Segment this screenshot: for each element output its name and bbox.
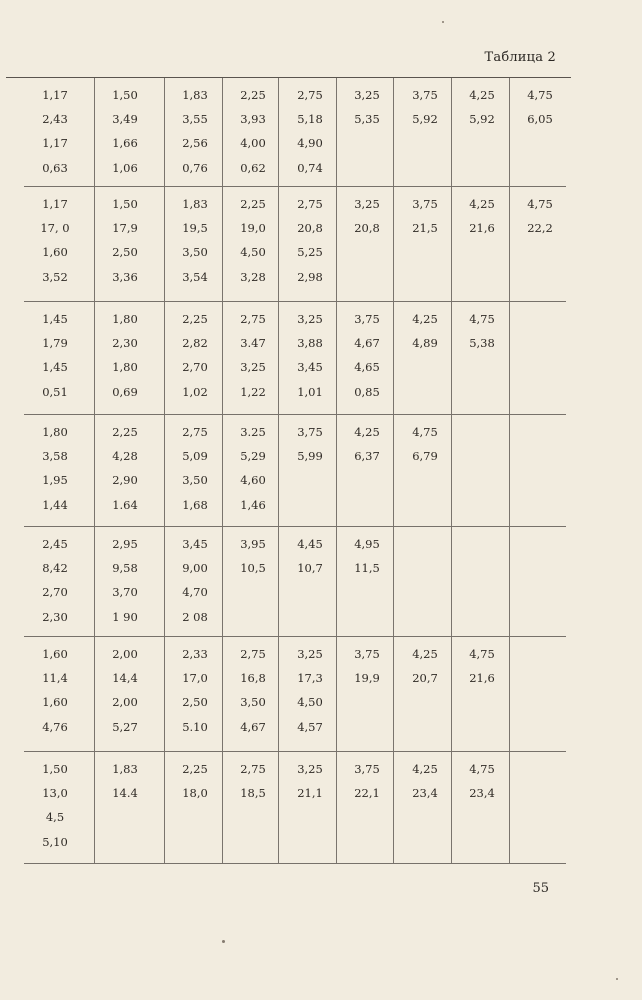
table-cell: 19,5 [182, 221, 208, 235]
table-cell: 21,6 [469, 221, 495, 235]
table-block [24, 752, 566, 864]
table-cell: 1,66 [112, 136, 138, 150]
table-block [24, 187, 566, 302]
table-cell: 2,90 [112, 473, 138, 487]
table-cell: 5.10 [182, 720, 208, 734]
table-cell: 2,75 [240, 762, 266, 776]
table-cell: 3,75 [354, 312, 380, 326]
table-cell: 14.4 [112, 786, 138, 800]
table-cell: 4,50 [297, 695, 323, 709]
table-cell: 4,25 [354, 425, 380, 439]
table-cell: 1,17 [42, 136, 68, 150]
table-cell: 5,29 [240, 449, 266, 463]
table-cell: 10,5 [240, 561, 266, 575]
column-divider [94, 527, 95, 636]
table-cell: 4,00 [240, 136, 266, 150]
column-divider [164, 527, 165, 636]
table-cell: 3,25 [297, 762, 323, 776]
column-divider [164, 78, 165, 186]
table-cell: 2,70 [182, 360, 208, 374]
table-cell: 4,75 [412, 425, 438, 439]
table-cell: 4,75 [527, 88, 553, 102]
table-cell: 2 08 [182, 610, 208, 624]
table-cell: 6,05 [527, 112, 553, 126]
paper-speck [442, 21, 444, 23]
table-cell: 4,28 [112, 449, 138, 463]
table-cell: 1,45 [42, 360, 68, 374]
table-cell: 18,0 [182, 786, 208, 800]
table-cell: 21,6 [469, 671, 495, 685]
table-cell: 2,25 [112, 425, 138, 439]
table-cell: 1,17 [42, 197, 68, 211]
column-divider [164, 302, 165, 414]
table-cell: 1,60 [42, 695, 68, 709]
table-cell: 13,0 [42, 786, 68, 800]
table-cell: 2,75 [297, 88, 323, 102]
table-cell: 8,42 [42, 561, 68, 575]
table-cell: 3,75 [354, 762, 380, 776]
column-divider [164, 187, 165, 301]
table-cell: 1,83 [112, 762, 138, 776]
table-cell: 3,75 [297, 425, 323, 439]
table-cell: 1,95 [42, 473, 68, 487]
table-cell: 1,80 [112, 312, 138, 326]
table-cell: 4,25 [412, 762, 438, 776]
table-cell: 4,89 [412, 336, 438, 350]
table-cell: 4,90 [297, 136, 323, 150]
table-cell: 1,45 [42, 312, 68, 326]
table-cell: 2,00 [112, 647, 138, 661]
table-cell: 2,00 [112, 695, 138, 709]
table-cell: 9,58 [112, 561, 138, 575]
table-cell: 20,7 [412, 671, 438, 685]
table-cell: 17,0 [182, 671, 208, 685]
table-cell: 22,2 [527, 221, 553, 235]
table-cell: 6,37 [354, 449, 380, 463]
table-cell: 4,5 [45, 810, 65, 824]
table-cell: 23,4 [469, 786, 495, 800]
table-cell: 3,50 [182, 245, 208, 259]
table-cell: 4,25 [469, 197, 495, 211]
table-cell: 1,79 [42, 336, 68, 350]
table-cell: 4,25 [469, 88, 495, 102]
table-cell: 1,44 [42, 498, 68, 512]
table-cell: 3,25 [354, 88, 380, 102]
table-cell: 3,45 [297, 360, 323, 374]
column-divider [94, 415, 95, 526]
column-divider [94, 302, 95, 414]
column-divider [164, 637, 165, 751]
table-cell: 1,22 [240, 385, 266, 399]
table-cell: 3,75 [412, 88, 438, 102]
table-cell: 2,30 [42, 610, 68, 624]
column-divider [94, 78, 95, 186]
table-block [24, 302, 566, 415]
table-cell: 5,92 [469, 112, 495, 126]
table-cell: 2,33 [182, 647, 208, 661]
table-cell: 5,27 [112, 720, 138, 734]
table-cell: 4,75 [469, 762, 495, 776]
table-cell: 11,4 [42, 671, 68, 685]
data-table [24, 78, 566, 864]
table-cell: 1,50 [112, 88, 138, 102]
table-cell: 2,95 [112, 537, 138, 551]
table-cell: 3,75 [354, 647, 380, 661]
table-cell: 1,80 [112, 360, 138, 374]
table-cell: 5,35 [354, 112, 380, 126]
table-cell: 4,50 [240, 245, 266, 259]
table-cell: 3,50 [182, 473, 208, 487]
table-cell: 2,75 [240, 312, 266, 326]
table-cell: 4,95 [354, 537, 380, 551]
column-divider [509, 415, 510, 526]
table-cell: 6,79 [412, 449, 438, 463]
table-cell: 1,83 [182, 197, 208, 211]
table-cell: 5,38 [469, 336, 495, 350]
table-cell: 2,30 [112, 336, 138, 350]
table-cell: 4,67 [354, 336, 380, 350]
table-cell: 3,52 [42, 270, 68, 284]
table-title: Таблица 2 [484, 50, 556, 65]
table-cell: 3,49 [112, 112, 138, 126]
table-cell: 3,95 [240, 537, 266, 551]
table-block [24, 637, 566, 752]
table-cell: 19,0 [240, 221, 266, 235]
column-divider [94, 187, 95, 301]
table-cell: 0,74 [297, 161, 323, 175]
table-cell: 2,25 [182, 762, 208, 776]
column-divider [94, 637, 95, 751]
table-cell: 3,25 [297, 647, 323, 661]
table-cell: 2,75 [297, 197, 323, 211]
table-cell: 3,36 [112, 270, 138, 284]
table-cell: 19,9 [354, 671, 380, 685]
table-cell: 2,25 [182, 312, 208, 326]
table-cell: 18,5 [240, 786, 266, 800]
table-cell: 1.64 [112, 498, 138, 512]
table-cell: 3,55 [182, 112, 208, 126]
table-cell: 0,69 [112, 385, 138, 399]
column-divider [509, 527, 510, 636]
table-cell: 3,25 [297, 312, 323, 326]
paper-speck [222, 940, 225, 943]
table-cell: 2,25 [240, 88, 266, 102]
column-divider [164, 752, 165, 863]
table-cell: 0,63 [42, 161, 68, 175]
table-cell: 21,5 [412, 221, 438, 235]
table-cell: 3,88 [297, 336, 323, 350]
table-cell: 10,7 [297, 561, 323, 575]
table-cell: 2,50 [112, 245, 138, 259]
table-cell: 4,75 [469, 647, 495, 661]
table-cell: 4,60 [240, 473, 266, 487]
table-block [24, 415, 566, 527]
column-divider [94, 752, 95, 863]
table-cell: 4,57 [297, 720, 323, 734]
table-cell: 2,70 [42, 585, 68, 599]
table-cell: 2,56 [182, 136, 208, 150]
table-cell: 21,1 [297, 786, 323, 800]
table-cell: 2,98 [297, 270, 323, 284]
table-cell: 2,75 [182, 425, 208, 439]
table-cell: 20,8 [354, 221, 380, 235]
table-cell: 23,4 [412, 786, 438, 800]
table-cell: 5,92 [412, 112, 438, 126]
page-number: 55 [532, 881, 549, 896]
table-cell: 0,62 [240, 161, 266, 175]
table-cell: 3,45 [182, 537, 208, 551]
table-cell: 4,25 [412, 647, 438, 661]
table-cell: 5,25 [297, 245, 323, 259]
table-cell: 1,17 [42, 88, 68, 102]
table-cell: 5,99 [297, 449, 323, 463]
table-cell: 3,25 [240, 360, 266, 374]
table-cell: 1,60 [42, 245, 68, 259]
table-cell: 4,75 [469, 312, 495, 326]
table-cell: 5,10 [42, 835, 68, 849]
table-cell: 1,46 [240, 498, 266, 512]
table-cell: 11,5 [354, 561, 380, 575]
table-cell: 4,67 [240, 720, 266, 734]
table-cell: 2,45 [42, 537, 68, 551]
table-cell: 17,3 [297, 671, 323, 685]
column-divider [451, 527, 452, 636]
table-cell: 1 90 [112, 610, 138, 624]
table-cell: 2,25 [240, 197, 266, 211]
table-cell: 20,8 [297, 221, 323, 235]
table-cell: 4,25 [412, 312, 438, 326]
table-cell: 1,02 [182, 385, 208, 399]
table-cell: 1,06 [112, 161, 138, 175]
table-cell: 2,50 [182, 695, 208, 709]
table-cell: 3.47 [240, 336, 266, 350]
table-cell: 1,68 [182, 498, 208, 512]
table-cell: 5,18 [297, 112, 323, 126]
table-cell: 1,83 [182, 88, 208, 102]
table-cell: 4,76 [42, 720, 68, 734]
table-cell: 16,8 [240, 671, 266, 685]
table-cell: 4,75 [527, 197, 553, 211]
table-cell: 4,45 [297, 537, 323, 551]
table-cell: 1,50 [112, 197, 138, 211]
table-block [24, 527, 566, 637]
table-cell: 2,82 [182, 336, 208, 350]
table-cell: 2,75 [240, 647, 266, 661]
table-cell: 17,9 [112, 221, 138, 235]
table-cell: 1,50 [42, 762, 68, 776]
table-block [24, 78, 566, 187]
table-cell: 3,75 [412, 197, 438, 211]
table-cell: 3,93 [240, 112, 266, 126]
table-cell: 3,70 [112, 585, 138, 599]
table-cell: 1,60 [42, 647, 68, 661]
table-cell: 0,51 [42, 385, 68, 399]
table-cell: 3,58 [42, 449, 68, 463]
table-cell: 1,80 [42, 425, 68, 439]
table-cell: 4,65 [354, 360, 380, 374]
table-cell: 4,70 [182, 585, 208, 599]
table-cell: 3,25 [354, 197, 380, 211]
paper-speck [616, 978, 618, 980]
table-cell: 3.25 [240, 425, 266, 439]
table-cell: 17, 0 [40, 221, 70, 235]
table-cell: 9,00 [182, 561, 208, 575]
table-cell: 0,85 [354, 385, 380, 399]
table-cell: 14,4 [112, 671, 138, 685]
column-divider [164, 415, 165, 526]
table-cell: 3,28 [240, 270, 266, 284]
table-cell: 22,1 [354, 786, 380, 800]
table-cell: 3,54 [182, 270, 208, 284]
table-cell: 1,01 [297, 385, 323, 399]
table-cell: 3,50 [240, 695, 266, 709]
table-cell: 5,09 [182, 449, 208, 463]
table-cell: 2,43 [42, 112, 68, 126]
table-cell: 0,76 [182, 161, 208, 175]
